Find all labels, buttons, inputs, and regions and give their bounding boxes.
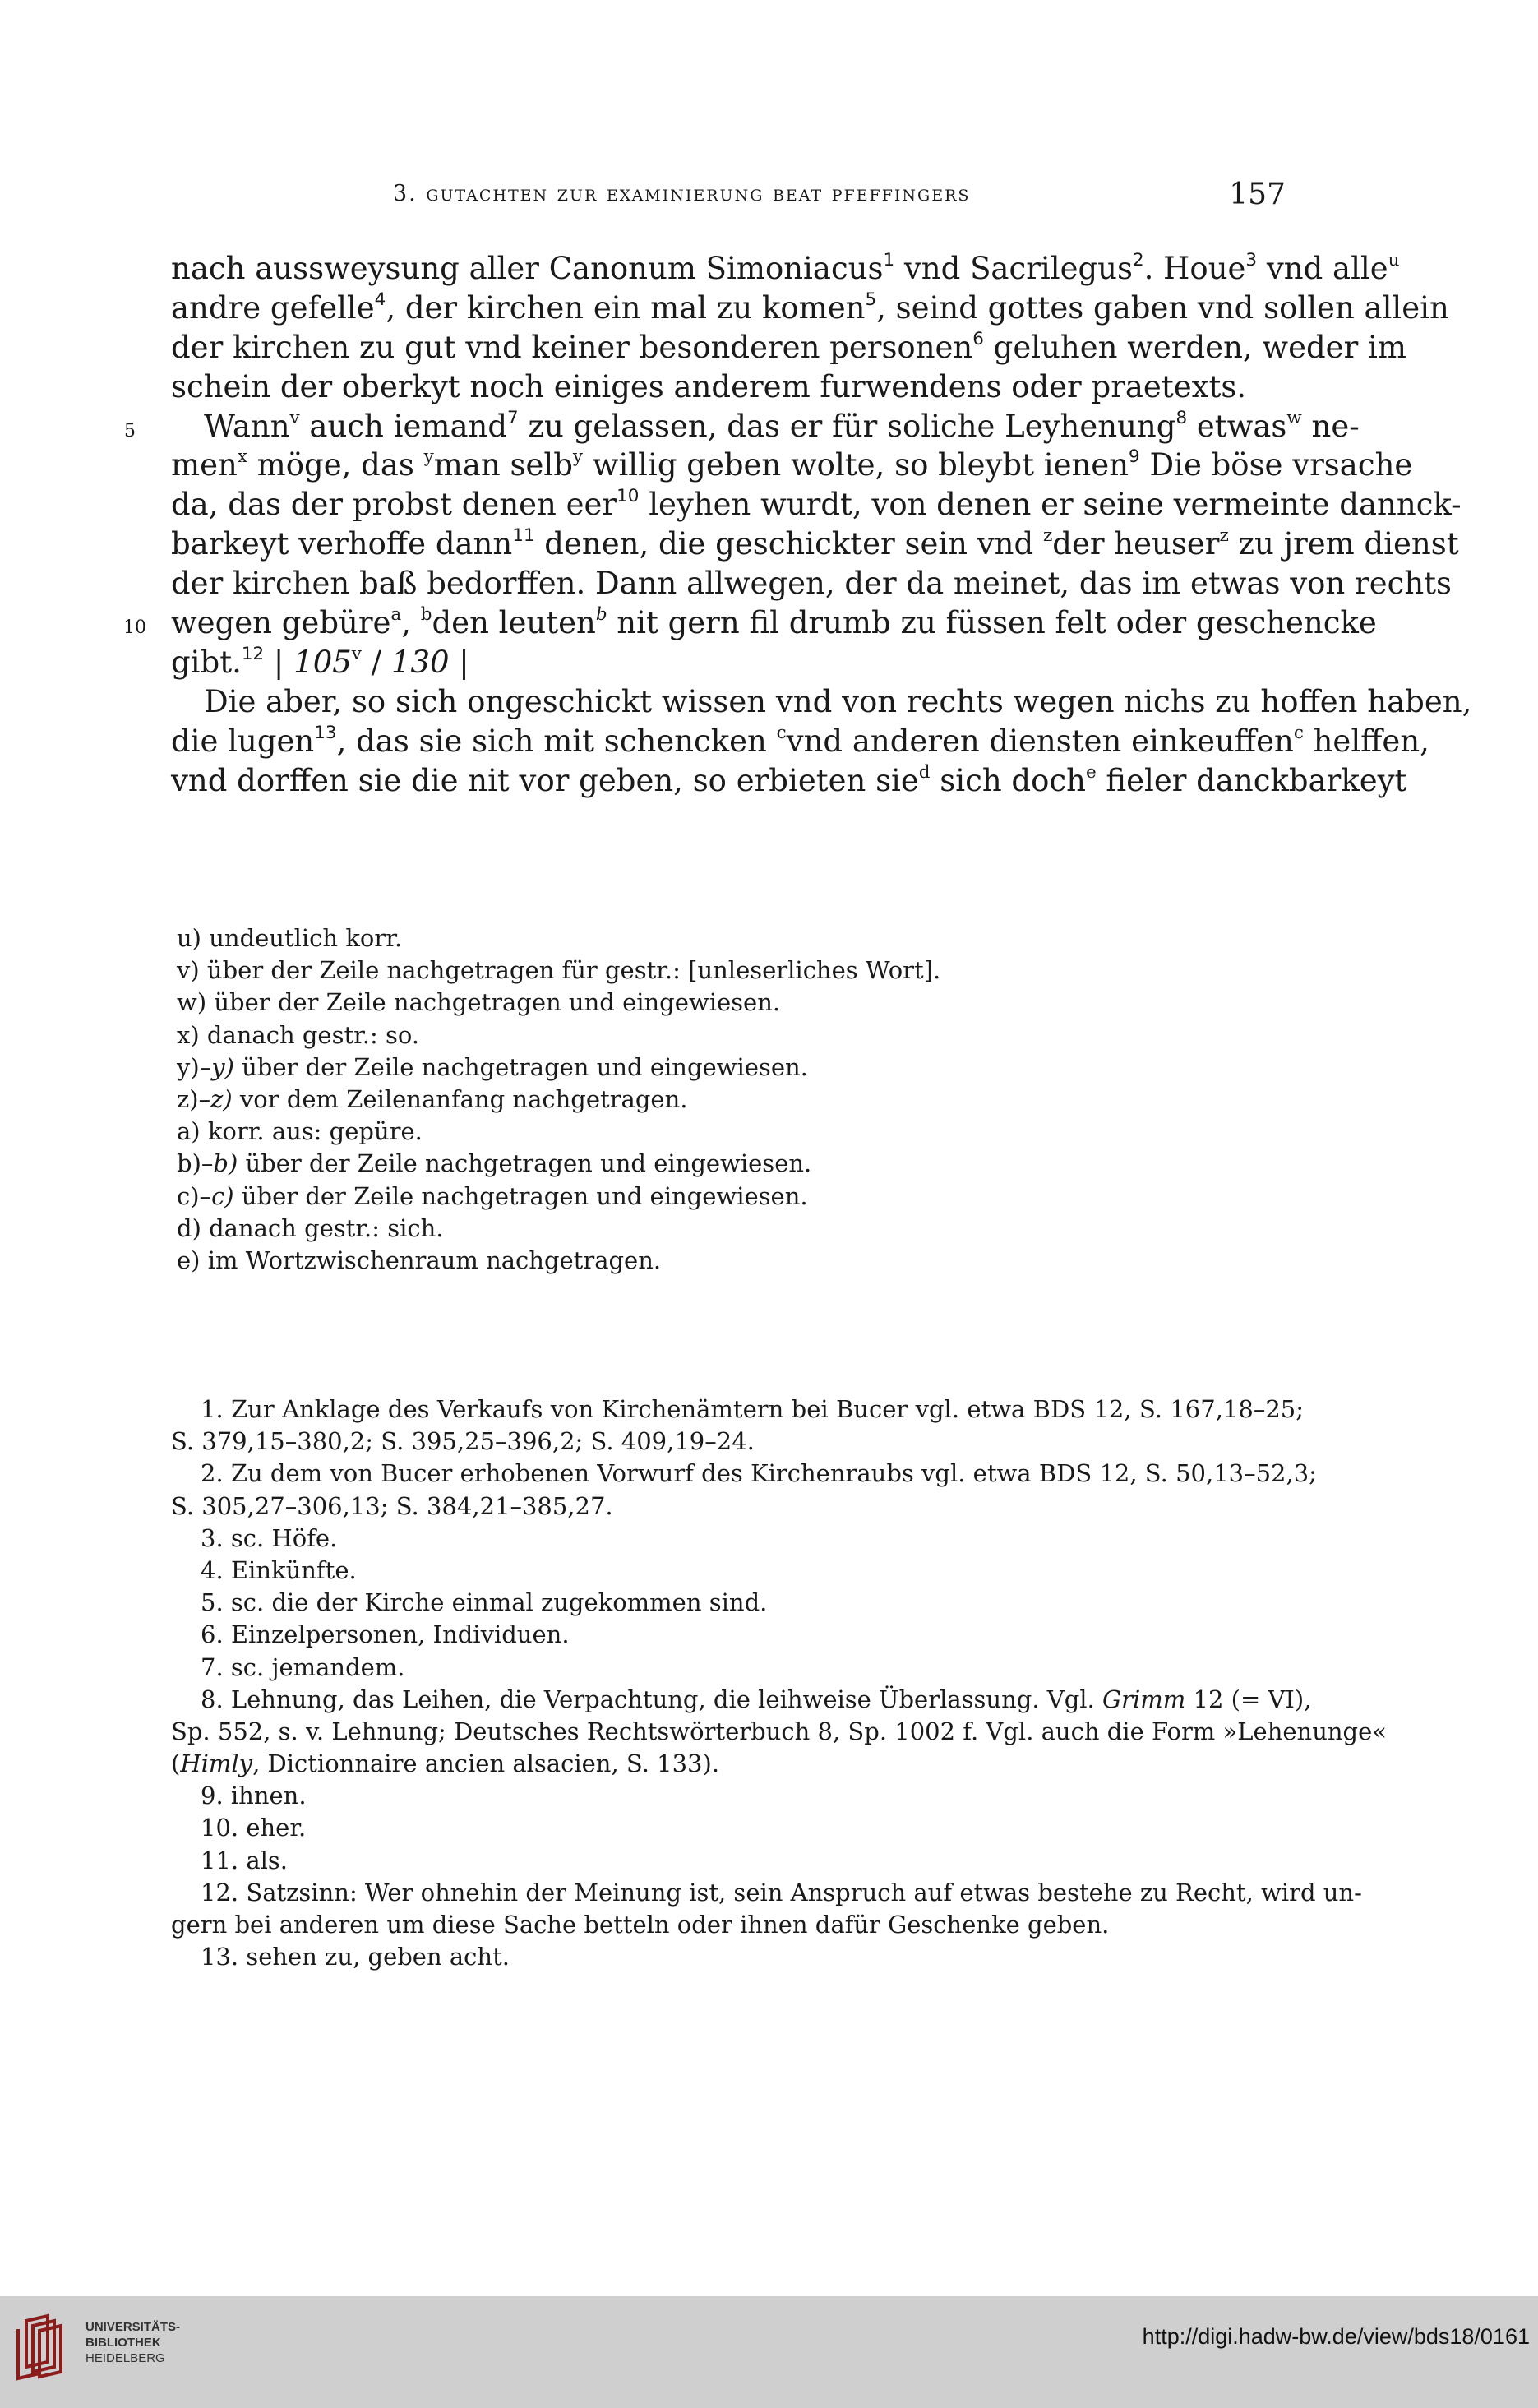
folio-number: 105 <box>293 644 352 680</box>
apparatus-entry: a) korr. aus: gepüre. <box>177 1117 423 1146</box>
apparatus-ref: v <box>289 407 300 428</box>
apparatus-ref: b <box>595 603 607 625</box>
apparatus-ref: u <box>1388 249 1400 270</box>
source-url[interactable]: http://digi.hadw-bw.de/view/bds18/0161 <box>1142 2324 1530 2349</box>
text-line: gibt.$^{12}$ | 105$^v$ / 130 | <box>171 643 469 680</box>
apparatus-entry: b)–b) über der Zeile nachgetragen und eingewiesen. <box>177 1149 812 1178</box>
text-line: der kirchen baß bedorffen. Dann allwegen, der da meinet, das im etwas von rechts <box>171 566 1453 602</box>
apparatus-ref: e <box>1085 761 1097 783</box>
apparatus-ref: c <box>776 722 787 743</box>
running-title: 3. gutachten zur examinierung beat pfeffingers <box>393 181 971 206</box>
critical-apparatus <box>177 922 1081 1277</box>
footnote: 2. Zu dem von Bucer erhobenen Vorwurf des Kirchenraubs vgl. etwa BDS 12, S. 50,13–52,3; <box>201 1459 1317 1488</box>
footnote-continuation: Sp. 552, s. v. Lehnung; Deutsches Rechtswörterbuch 8, Sp. 1002 f. Vgl. auch die Form »Lehenunge« <box>171 1717 1388 1745</box>
footnote: 10. eher. <box>201 1814 307 1842</box>
apparatus-ref: b <box>420 603 432 625</box>
footnote-ref: 7 <box>507 407 519 428</box>
footnote: 8. Lehnung, das Leihen, die Verpachtung, die leihweise Überlassung. Vgl. Grimm 12 (= VI), <box>201 1685 1312 1713</box>
apparatus-entry: z)–z) vor dem Zeilenanfang nachgetragen. <box>177 1084 688 1113</box>
apparatus-entry: w) über der Zeile nachgetragen und eingewiesen. <box>177 988 781 1017</box>
footnote: 3. sc. Höfe. <box>201 1523 338 1552</box>
text-line: men$^x$ möge, das $^y$man selb$^y$ willig geben wolte, so bleybt ienen$^9$ Die böse vrsache <box>171 446 1413 483</box>
footnote: 4. Einkünfte. <box>201 1555 357 1584</box>
library-name: UNIVERSITÄTS- BIBLIOTHEK HEIDELBERG <box>85 2320 181 2365</box>
text-line: 5 Wann$^v$ auch iemand$^7$ zu gelassen, das er für soliche Leyhenung$^8$ etwas$^w$ ne- <box>171 407 1286 446</box>
main-text <box>123 249 1472 800</box>
page-header <box>171 178 1286 215</box>
footer-bar <box>0 2296 1538 2408</box>
footnote: 7. sc. jemandem. <box>201 1652 405 1681</box>
text-line: nach aussweysung aller Canonum Simoniacus$^1$ vnd Sacrilegus$^2$. Houe$^3$ vnd alle$^u$ <box>171 249 1400 286</box>
apparatus-ref: y <box>423 446 434 468</box>
text-line: da, das der probst denen eer$^{10}$ leyhen wurdt, von denen er seine vermeinte dannck- <box>171 486 1462 523</box>
apparatus-ref: z <box>1219 525 1229 547</box>
text-line: die lugen$^{13}$, das sie sich mit schencken $^c$vnd anderen diensten einkeuffen$^c$ helffen, <box>171 722 1429 759</box>
footnote-ref: 5 <box>865 289 877 310</box>
apparatus-entry: u) undeutlich korr. <box>177 924 403 952</box>
text-line: 10 wegen gebüre$^a$, $^b$den leuten$^b$ nit gern fil drumb zu füssen felt oder geschencke <box>171 603 1286 643</box>
apparatus-ref: z <box>1042 525 1053 547</box>
footnote: 1. Zur Anklage des Verkaufs von Kirchenämtern bei Bucer vgl. etwa BDS 12, S. 167,18–25; <box>201 1395 1304 1423</box>
footnote-ref: 13 <box>314 722 337 743</box>
text-line: schein der oberkyt noch einiges anderem furwendens oder praetexts. <box>171 368 1247 404</box>
text-line: der kirchen zu gut vnd keiner besonderen personen$^6$ geluhen werden, weder im <box>171 328 1406 365</box>
apparatus-entry: d) danach gestr.: sich. <box>177 1213 444 1242</box>
apparatus-entry: v) über der Zeile nachgetragen für gestr.: [unleserliches Wort]. <box>177 956 941 985</box>
folio-verso-mark: v <box>351 643 362 664</box>
apparatus-ref: w <box>1286 407 1302 428</box>
apparatus-entry: e) im Wortzwischenraum nachgetragen. <box>177 1246 662 1274</box>
text-line: vnd dorffen sie die nit vor geben, so erbieten sie$^d$ sich doch$^e$ fieler danckbarkeyt <box>171 761 1407 798</box>
footnote: 11. als. <box>201 1846 289 1874</box>
footnote-continuation: gern bei anderen um diese Sache betteln oder ihnen dafür Geschenke geben. <box>171 1911 1110 1939</box>
footnote: 13. sehen zu, geben acht. <box>201 1943 510 1971</box>
footnote: 9. ihnen. <box>201 1782 307 1810</box>
footnote-ref: 4 <box>374 289 386 310</box>
line-number: 10 <box>123 617 146 639</box>
footnote-ref: 8 <box>1175 407 1188 428</box>
footnote-continuation: (Himly, Dictionnaire ancien alsacien, S. 133). <box>171 1749 720 1778</box>
page-number: 157 <box>1229 178 1286 211</box>
footnote-continuation: S. 379,15–380,2; S. 395,25–396,2; S. 409,19–24. <box>171 1427 755 1456</box>
text-line: Die aber, so sich ongeschickt wissen vnd von rechts wegen nichs zu hoffen haben, <box>204 683 1472 719</box>
text-line: andre gefelle$^4$, der kirchen ein mal zu komen$^5$, seind gottes gaben vnd sollen allein <box>171 289 1449 326</box>
footnote: 12. Satzsinn: Wer ohnehin der Meinung ist, sein Anspruch auf etwas bestehe zu Recht, wird un- <box>201 1878 1362 1907</box>
footnote-ref: 1 <box>883 249 895 270</box>
footnote-ref: 10 <box>617 486 640 507</box>
apparatus-entry: x) danach gestr.: so. <box>177 1020 420 1049</box>
footnote-ref: 12 <box>241 643 265 664</box>
footnote: 5. sc. die der Kirche einmal zugekommen sind. <box>201 1588 768 1617</box>
footnote: 6. Einzelpersonen, Individuen. <box>201 1620 570 1649</box>
footnote-ref: 9 <box>1129 446 1140 468</box>
library-logo-icon <box>15 2313 72 2382</box>
footnote-continuation: S. 305,27–306,13; S. 384,21–385,27. <box>171 1491 613 1520</box>
footnote-ref: 6 <box>972 328 984 349</box>
footnote-ref: 3 <box>1245 249 1258 270</box>
line-number: 5 <box>124 420 136 441</box>
apparatus-ref: y <box>572 446 584 468</box>
apparatus-ref: x <box>237 446 247 468</box>
apparatus-ref: d <box>918 761 931 783</box>
footnote-ref: 2 <box>1132 249 1144 270</box>
page-ref-number: 130 <box>390 644 450 680</box>
apparatus-ref: c <box>1293 722 1304 743</box>
apparatus-entry: c)–c) über der Zeile nachgetragen und eingewiesen. <box>177 1181 808 1210</box>
footnotes <box>171 1393 1388 1973</box>
apparatus-ref: a <box>390 603 402 625</box>
text-line: barkeyt verhoffe dann$^{11}$ denen, die geschickter sein vnd $^z$der heuser$^z$ zu jrem dienst <box>171 525 1459 562</box>
apparatus-entry: y)–y) über der Zeile nachgetragen und eingewiesen. <box>177 1052 808 1081</box>
footnote-ref: 11 <box>512 525 535 547</box>
